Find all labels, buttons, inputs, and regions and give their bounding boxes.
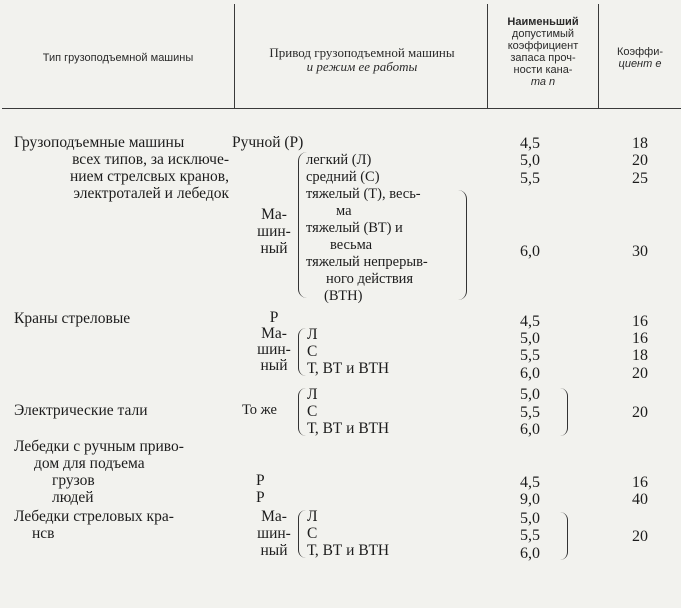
row5-type [14, 508, 174, 542]
row2-n-3: 6,0 [520, 365, 540, 382]
row2-drive-line: ный [260, 357, 288, 374]
header-coef-n-line: коэффициент [507, 40, 579, 52]
row5-e: 20 [632, 528, 648, 545]
row4-n-1: 9,0 [520, 491, 540, 508]
row5-drive [254, 508, 294, 559]
row2-modes [307, 326, 389, 377]
row4-type-line: людей [52, 489, 94, 506]
row3-drive: То же [242, 402, 277, 418]
row1-e-medium: 25 [632, 170, 648, 187]
row4-type [14, 438, 184, 506]
column-divider-3 [598, 4, 599, 109]
row2-drive-line: Ма- [261, 325, 287, 342]
column-divider-1 [234, 4, 235, 109]
row1-type-line: нием стрелсвых кранов, [70, 168, 229, 185]
row2-n-1: 5,0 [520, 330, 540, 347]
row5-n-1: 5,5 [520, 527, 540, 544]
row1-type-line: электроталей и лебедок [73, 185, 229, 202]
row1-manual: Ручной (Р) [232, 134, 304, 151]
row4-type-line: Лебедки с ручным приво- [14, 438, 184, 455]
header-coef-n-line: запаса проч- [510, 52, 576, 64]
row3-e: 20 [632, 404, 648, 421]
row5-brace [298, 510, 306, 558]
row4-e-0: 16 [632, 474, 648, 491]
column-divider-2 [487, 4, 488, 109]
row4-drive-line: Р [256, 472, 265, 489]
header-drive [238, 46, 486, 74]
header-coef-n-line: ности кана- [513, 64, 573, 76]
row1-type [14, 134, 229, 202]
row3-n-2: 6,0 [520, 421, 540, 438]
mode-s: С [307, 525, 318, 542]
row3-modes [307, 386, 389, 437]
row2-drive [254, 310, 294, 374]
row5-drive-line: ный [260, 542, 288, 559]
row1-machine-line: шин- [257, 223, 291, 240]
row1-type-line: всех типов, за исключе- [72, 151, 229, 168]
row2-drive-line: Р [269, 309, 279, 326]
row5-type-line: нсв [32, 525, 55, 542]
row4-drive [256, 472, 265, 506]
header-coef-e-line: циент e [618, 58, 662, 70]
row4-n-0: 4,5 [520, 474, 540, 491]
row2-n-0: 4,5 [520, 313, 540, 330]
row2-e-3: 20 [632, 365, 648, 382]
header-coef-e-line: Коэффи- [616, 46, 664, 58]
header-rule [2, 108, 681, 109]
row3-brace [298, 388, 306, 436]
header-coef-n-line: допустимый [511, 28, 575, 40]
row2-brace [298, 328, 306, 376]
row5-n-0: 5,0 [520, 510, 540, 527]
row5-drive-line: шин- [257, 525, 291, 542]
header-coef-n-line: Наименьший [507, 16, 579, 28]
row5-right-brace [560, 512, 568, 560]
header-type: Тип грузоподъемной машины [42, 52, 194, 64]
row2-n-2: 5,5 [520, 347, 540, 364]
row3-n-1: 5,5 [520, 404, 540, 421]
row1-machine [254, 206, 294, 257]
row2-e-0: 16 [632, 313, 648, 330]
mode-light: легкий (Л) [306, 152, 372, 168]
row1-machine-line: ный [260, 240, 288, 257]
row4-e-1: 40 [632, 491, 648, 508]
row2-e-1: 16 [632, 330, 648, 347]
header-drive-line2: и режим ее работы [306, 59, 418, 74]
row1-type-line: Грузоподъемные машины [14, 134, 185, 151]
row3-type: Электрические тали [14, 402, 148, 419]
mode-continuous: тяжелый непрерыв- [306, 254, 428, 270]
header-drive-line1: Привод грузоподъемной машины [269, 45, 455, 60]
mode-l: Л [307, 326, 318, 343]
mode-s: С [307, 403, 318, 420]
row1-e-manual: 18 [632, 135, 648, 152]
mode-s: С [307, 343, 318, 360]
row1-modes [306, 152, 428, 305]
mode-very-heavy-cont: весьма [330, 237, 373, 253]
row5-type-line: Лебедки стреловых кра- [14, 508, 174, 525]
row3-right-brace [560, 388, 568, 436]
mode-t-vt-vtn: Т, ВТ и ВТН [307, 360, 390, 377]
mode-l: Л [307, 508, 318, 525]
row1-n-manual: 4,5 [520, 135, 540, 152]
row3-n-0: 5,0 [520, 386, 540, 403]
mode-medium: средний (С) [306, 169, 380, 185]
mode-heavy-cont: ма [336, 203, 352, 219]
mode-t-vt-vtn: Т, ВТ и ВТН [307, 420, 390, 437]
row1-right-brace [458, 190, 467, 300]
row2-e-2: 18 [632, 347, 648, 364]
header-coef-n [490, 16, 596, 88]
row1-n-medium: 5,5 [520, 170, 540, 187]
mode-t-vt-vtn: Т, ВТ и ВТН [307, 542, 390, 559]
row4-type-line: дом для подъема [34, 455, 145, 472]
row5-drive-line: Ма- [261, 508, 287, 525]
mode-continuous-cont: ного действия [326, 271, 414, 287]
mode-vtn: (ВТН) [324, 288, 363, 304]
row4-type-line: грузов [52, 472, 95, 489]
header-coef-n-line: та n [530, 76, 556, 88]
mode-very-heavy: тяжелый (ВТ) и [306, 220, 403, 236]
row2-drive-line: шин- [257, 341, 291, 358]
row1-n-light: 5,0 [520, 152, 540, 169]
row5-modes [307, 508, 389, 559]
row1-e-heavy: 30 [632, 243, 648, 260]
row1-n-heavy: 6,0 [520, 243, 540, 260]
row4-drive-line: Р [256, 489, 265, 506]
row2-type: Краны стреловые [14, 310, 131, 327]
row1-machine-line: Ма- [261, 206, 287, 223]
row1-e-light: 20 [632, 152, 648, 169]
mode-heavy: тяжелый (Т), весь- [306, 186, 421, 202]
row5-n-2: 6,0 [520, 545, 540, 562]
mode-l: Л [307, 386, 318, 403]
header-coef-e [602, 46, 678, 70]
